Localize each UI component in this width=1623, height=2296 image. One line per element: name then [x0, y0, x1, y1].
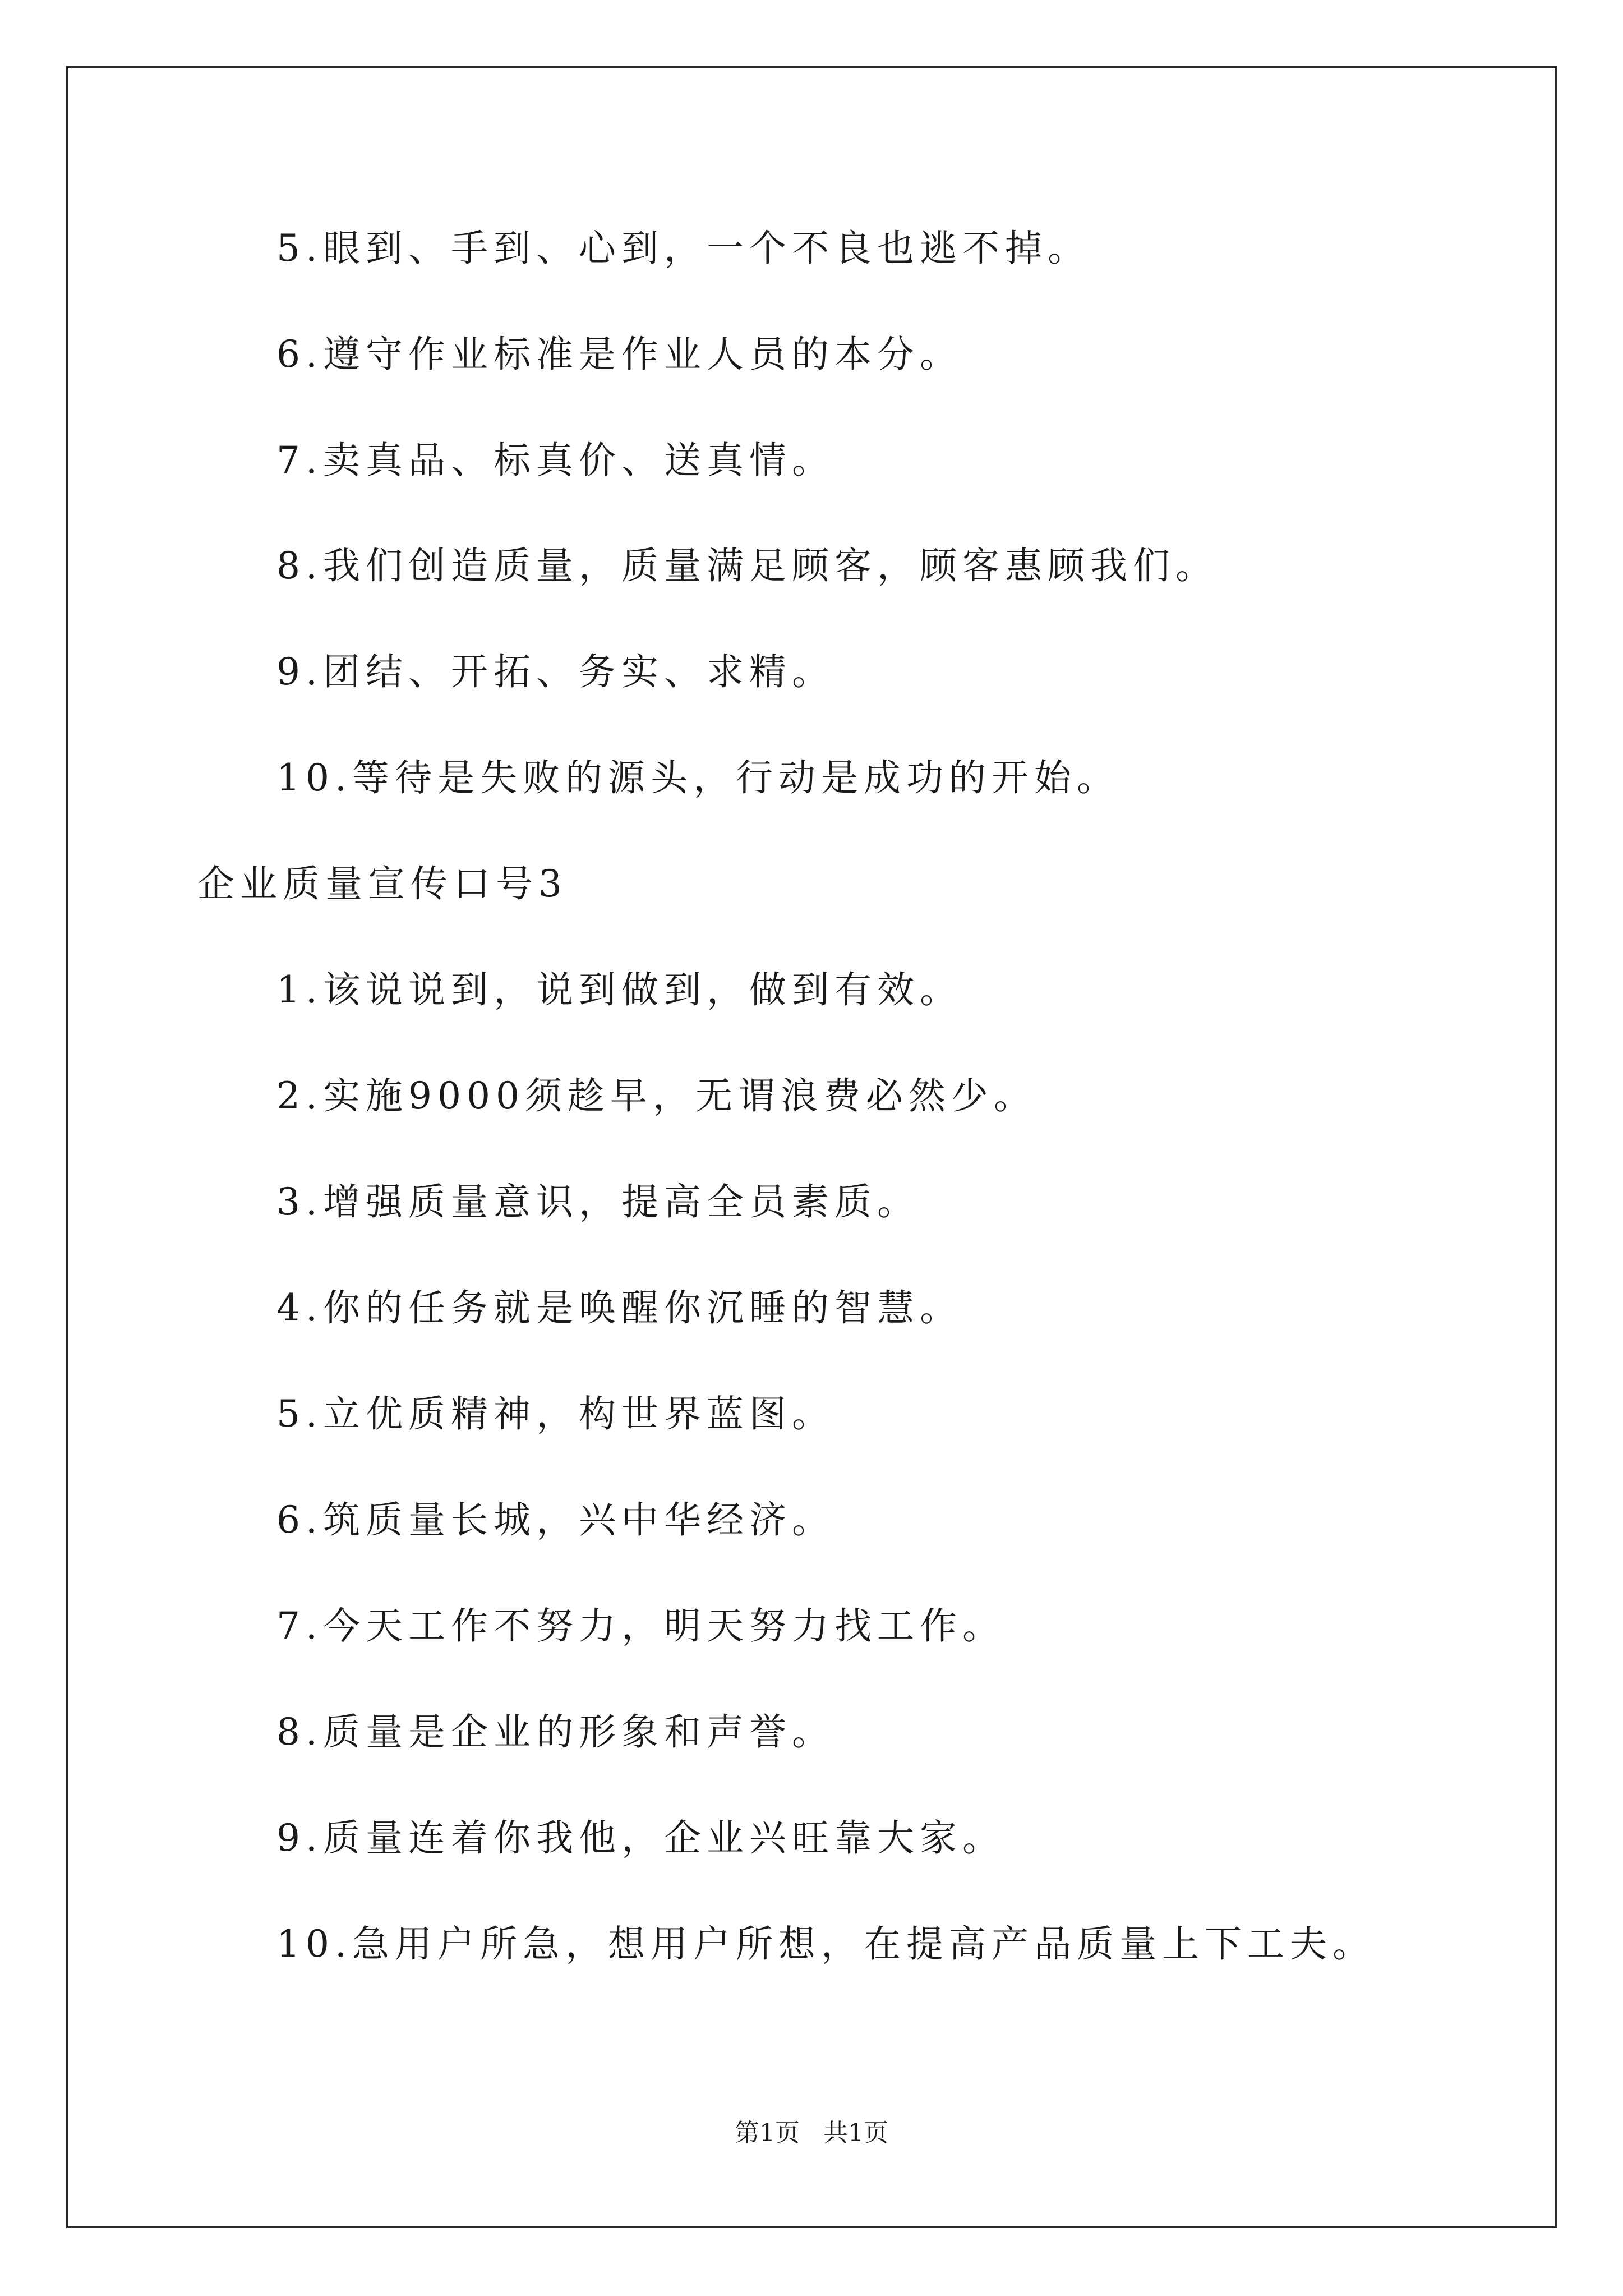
slogan-item: 2.实施9000须趁早，无谓浪费必然少。: [276, 1074, 1036, 1117]
page-number: 第1页 共1页: [735, 2119, 888, 2147]
page-border: [66, 66, 1557, 2228]
slogan-item: 5.立优质精神，构世界蓝图。: [276, 1392, 834, 1435]
slogan-item: 10.急用户所急，想用户所想，在提高产品质量上下工夫。: [276, 1922, 1375, 1966]
slogan-item: 9.团结、开拓、务实、求精。: [276, 650, 834, 693]
slogan-item: 8.质量是企业的形象和声誉。: [276, 1710, 834, 1754]
slogan-item: 6.筑质量长城，兴中华经济。: [276, 1498, 834, 1542]
slogan-item: 6.遵守作业标准是作业人员的本分。: [276, 333, 962, 376]
slogan-item: 10.等待是失败的源头，行动是成功的开始。: [276, 756, 1119, 799]
slogan-item: 7.今天工作不努力，明天努力找工作。: [276, 1604, 1005, 1648]
slogan-item: 3.增强质量意识，提高全员素质。: [276, 1180, 920, 1223]
slogan-item: 4.你的任务就是唤醒你沉睡的智慧。: [276, 1286, 962, 1329]
section-heading: 企业质量宣传口号3: [197, 862, 568, 905]
slogan-item: 1.该说说到，说到做到，做到有效。: [276, 968, 962, 1011]
slogan-item: 8.我们创造质量，质量满足顾客，顾客惠顾我们。: [276, 544, 1218, 587]
slogan-item: 9.质量连着你我他，企业兴旺靠大家。: [276, 1816, 1005, 1860]
slogan-item: 5.眼到、手到、心到，一个不良也逃不掉。: [276, 227, 1090, 270]
slogan-item: 7.卖真品、标真价、送真情。: [276, 439, 834, 482]
